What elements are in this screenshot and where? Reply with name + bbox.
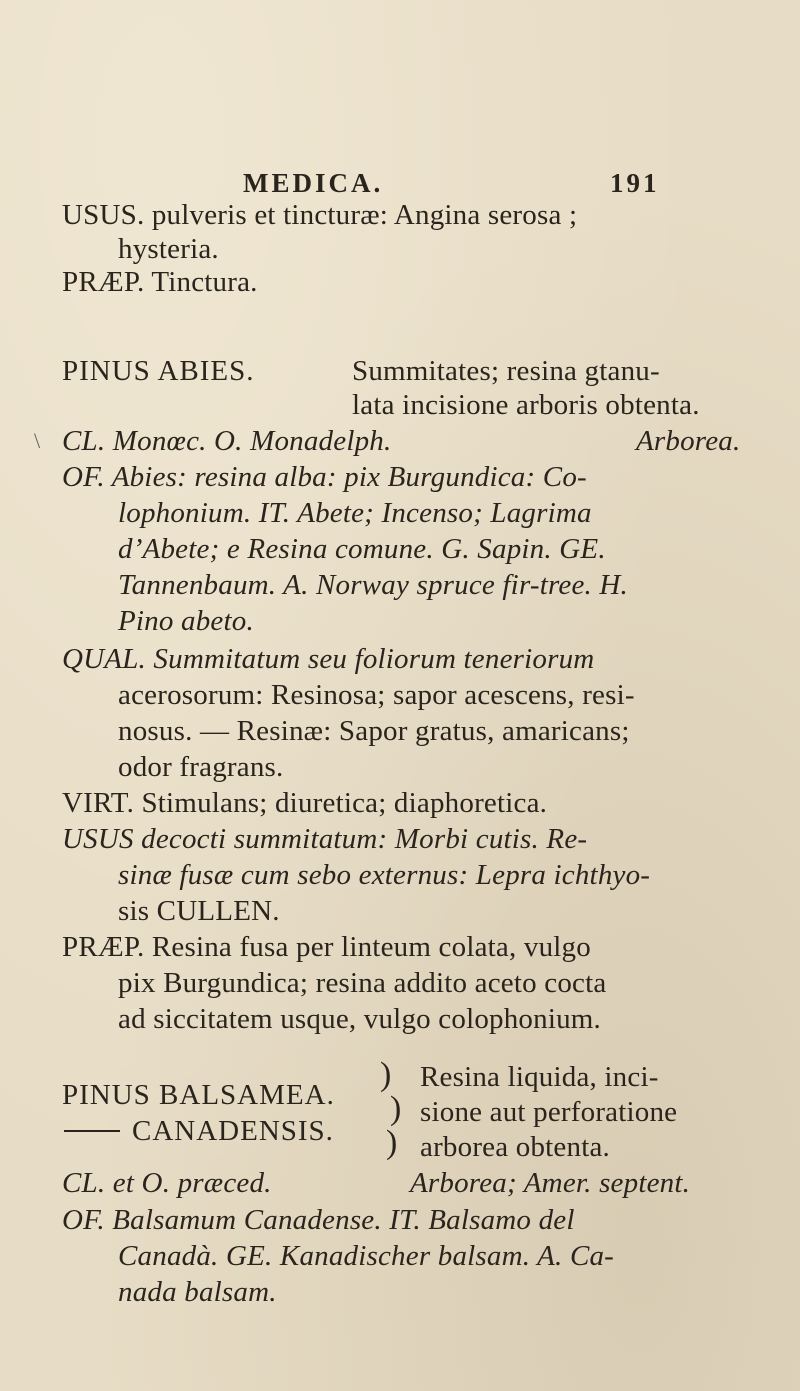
abies-praep-1: PRÆP. Resina fusa per linteum colata, vulgo [62, 931, 591, 963]
abies-desc-1: Summitates; resina gtanu- [352, 355, 660, 387]
abies-of-1: OF. Abies: resina alba: pix Burgundica: Co- [62, 461, 587, 493]
abies-usus-2: sinæ fusæ cum sebo externus: Lepra ichthyo- [118, 859, 651, 891]
abies-qual-4: odor fragrans. [118, 751, 284, 783]
praep-line: PRÆP. Tinctura. [62, 266, 258, 298]
abies-desc-2: lata incisione arboris obtenta. [352, 389, 700, 421]
abies-class: CL. Monœc. O. Monadelph. [62, 425, 392, 457]
abies-praep-3: ad siccitatem usque, vulgo colophonium. [118, 1003, 601, 1035]
balsamea-desc-1: Resina liquida, inci- [420, 1061, 659, 1093]
abies-of-5: Pino abeto. [118, 605, 254, 637]
brace-mid: ) [390, 1090, 402, 1127]
abies-praep-2: pix Burgundica; resina addito aceto cocta [118, 967, 607, 999]
balsamea-class: CL. et O. præced. [62, 1167, 272, 1199]
page-number: 191 [610, 168, 660, 198]
balsamea-of-1: OF. Balsamum Canadense. IT. Balsamo del [62, 1204, 575, 1236]
brace-bottom: ) [386, 1124, 398, 1161]
title-rule [64, 1130, 120, 1132]
abies-class-habit: Arborea. [636, 425, 741, 457]
abies-virt: VIRT. Stimulans; diuretica; diaphoretica. [62, 787, 548, 819]
balsamea-of-3: nada balsam. [118, 1276, 277, 1308]
brace-top: ) [380, 1056, 392, 1093]
margin-mark: \ [34, 428, 41, 453]
abies-of-2: lophonium. IT. Abete; Incenso; Lagrima [118, 497, 592, 529]
entry-title-balsamea-2: CANADENSIS. [132, 1115, 334, 1147]
abies-qual-1: QUAL. Summitatum seu foliorum teneriorum [62, 643, 595, 675]
balsamea-class-habit: Arborea; Amer. septent. [410, 1167, 691, 1199]
abies-qual-3: nosus. — Resinæ: Sapor gratus, amaricans; [118, 715, 630, 747]
usus-line: USUS. pulveris et tincturæ: Angina serosa ; [62, 199, 578, 231]
running-head: MEDICA. [243, 168, 384, 198]
abies-of-3: d’Abete; e Resina comune. G. Sapin. GE. [118, 533, 606, 565]
abies-of-4: Tannenbaum. A. Norway spruce fir-tree. H. [118, 569, 629, 601]
balsamea-desc-2: sione aut perforatione [420, 1096, 678, 1128]
usus-cont: hysteria. [118, 233, 219, 265]
abies-qual-2: acerosorum: Resinosa; sapor acescens, resi- [118, 679, 635, 711]
balsamea-desc-3: arborea obtenta. [420, 1131, 610, 1163]
balsamea-of-2: Canadà. GE. Kanadischer balsam. A. Ca- [118, 1240, 615, 1272]
entry-title-abies: PINUS ABIES. [62, 355, 255, 387]
abies-usus-1: USUS decocti summitatum: Morbi cutis. Re- [62, 823, 588, 855]
abies-usus-3: sis CULLEN. [118, 895, 280, 927]
entry-title-balsamea: PINUS BALSAMEA. [62, 1079, 335, 1111]
